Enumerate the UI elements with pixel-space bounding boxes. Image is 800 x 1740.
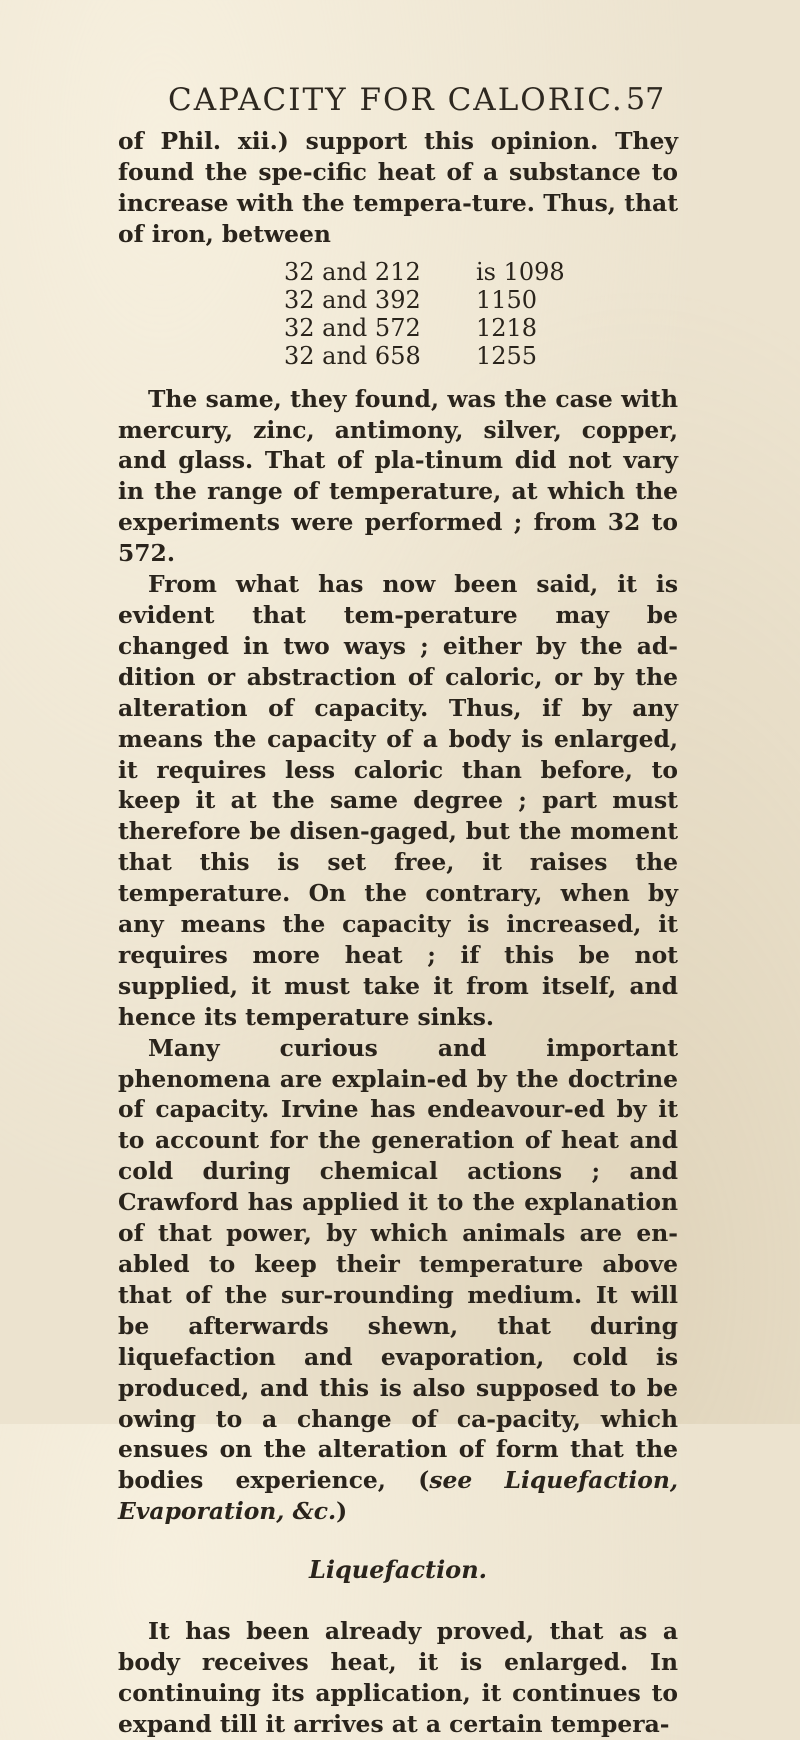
- specific-heat-table: [284, 258, 678, 370]
- specific-heat-value: is 1098: [476, 257, 565, 286]
- paragraph-1: of Phil. xii.) support this opinion. They found the spe-cific heat of a substance to increase with the tempera-ture. Thus, that of iron, between: [118, 127, 678, 248]
- specific-heat-value: 1218: [476, 313, 538, 342]
- specific-heat-value: 1150: [476, 285, 538, 314]
- paragraph-2: The same, they found, was the case with mercury, zinc, antimony, silver, copper, and glass. That of pla-tinum did not vary in the range of temperature, at which the experiments were performed ; from 32 to 572.: [118, 384, 678, 568]
- temperature-range: 32 and 572: [284, 313, 421, 342]
- temperature-range: 32 and 392: [284, 285, 421, 314]
- table-row: [284, 342, 678, 370]
- temperature-range: 32 and 658: [284, 341, 421, 370]
- table-row: [284, 314, 678, 342]
- paragraph-5: It has been already proved, that as a body receives heat, it is enlarged. In continuing its application, it continues to expand till it arrives at a certain tempera-: [118, 1617, 678, 1738]
- section-heading: Liquefaction.: [309, 1555, 487, 1585]
- running-title: CAPACITY FOR CALORIC.: [168, 82, 624, 118]
- paragraph-3: From what has now been said, it is evident that tem-perature may be changed in two ways ; either by the ad-dition or abstraction of caloric, or by the alteration of capacity. Thus, if by any means the capacity of a body is enlarged, it requires less caloric than before, to keep it at the same degree ; part must therefore be disen-gaged, but the moment that this is set free, it raises the temperature. On the contrary, when by any means the capacity is increased, it requires more heat ; if this be not supplied, it must take it from itself, and hence its temperature sinks.: [118, 570, 678, 1031]
- specific-heat-value: 1255: [476, 341, 538, 370]
- paragraph-4: [118, 1033, 678, 1528]
- paragraph-4-close: ): [336, 1497, 348, 1526]
- temperature-range: 32 and 212: [284, 257, 421, 286]
- page-number: 57: [626, 82, 665, 117]
- body-text: [118, 126, 678, 1740]
- cross-reference: see Liquefaction, Evaporation, &c.: [118, 1466, 679, 1526]
- table-row: [284, 286, 678, 314]
- paragraph-4-text: Many curious and important phenomena are explain-ed by the doctrine of capacity. Irvine has endeavour-ed by it to account for the generation of heat and cold during chemical actions ; and Crawford has applied it to the explanation of that power, by which animals are en-abled to keep their temperature above that of the sur-rounding medium. It will be afterwards shewn, that during liquefaction and evaporation, cold is produced, and this is also supposed to be owing to a change of ca-pacity, which ensues on the alteration of form that the bodies experience, (: [118, 1033, 678, 1495]
- table-row: [284, 258, 678, 286]
